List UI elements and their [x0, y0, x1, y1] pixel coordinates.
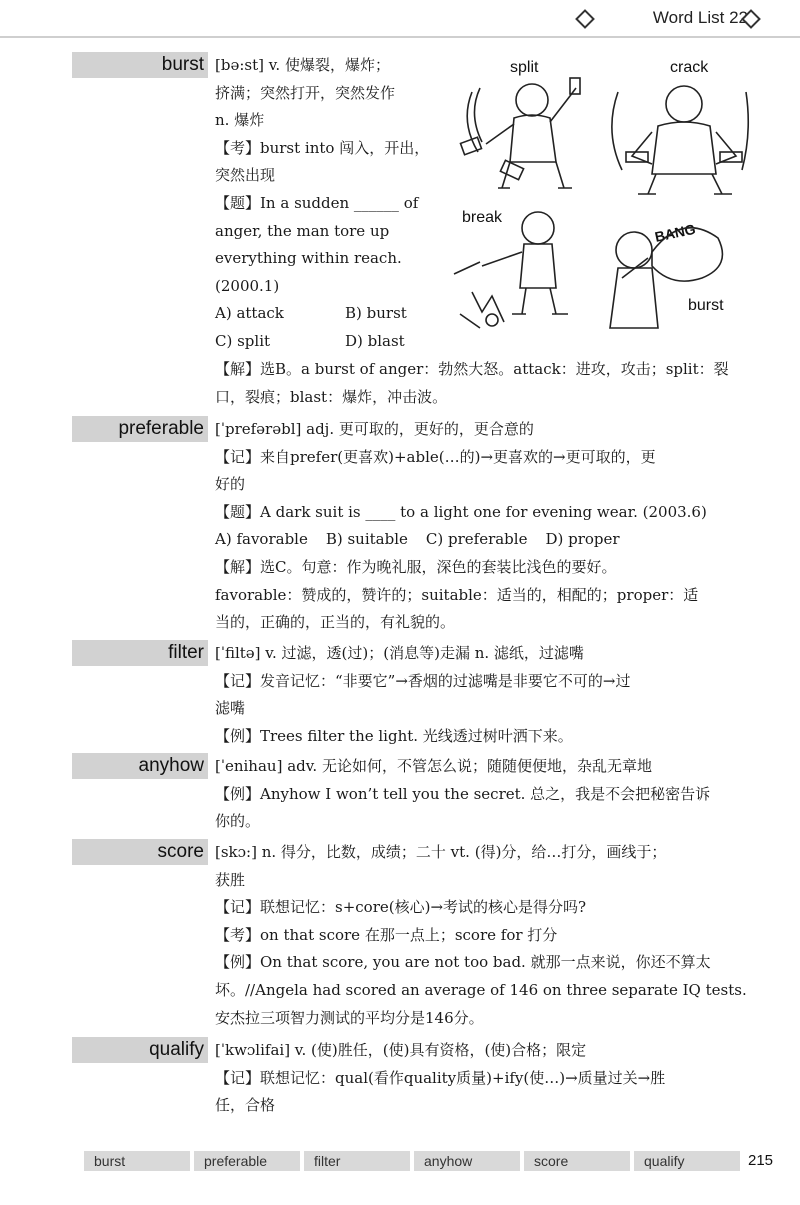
- entry-line: 突然出现: [215, 166, 276, 185]
- headword-anyhow: anyhow: [72, 753, 208, 779]
- cartoon-illustration: [452, 52, 752, 342]
- entry-line: 【例】On that score, you are not too bad. 就那一点来说，你还不算太: [215, 953, 711, 972]
- label-split: split: [510, 59, 539, 76]
- label-break: break: [462, 209, 503, 226]
- entry-line: 好的: [215, 475, 246, 494]
- entry-line: 【记】联想记忆：qual(看作quality质量)+ify(使…)→质量过关→胜: [215, 1068, 666, 1087]
- label-bang: BANG: [653, 220, 697, 245]
- entry-body-filter: [215, 640, 750, 750]
- entry-line: everything within reach.: [215, 249, 402, 268]
- entry-line: 【题】A dark suit is ____ to a light one for evening wear. (2003.6): [215, 502, 707, 521]
- entry-line: [ˈfiltə] v. 过滤，透(过)；(消息等)走漏 n. 滤纸，过滤嘴: [215, 644, 584, 662]
- entry-body-anyhow: [215, 753, 750, 836]
- footer-tab-preferable: preferable: [194, 1151, 300, 1171]
- entry-line: (2000.1): [215, 276, 280, 295]
- label-crack: crack: [670, 59, 709, 76]
- entry-line: [ˈenihau] adv. 无论如何，不管怎么说；随随便便地，杂乱无章地: [215, 757, 652, 775]
- entry-line: 任，合格: [215, 1096, 276, 1115]
- option-d: D) blast: [345, 331, 405, 350]
- option-c: C) preferable: [425, 530, 528, 549]
- answer-options: [215, 300, 447, 355]
- entry-line: 坏。//Angela had scored an average of 146 on three separate IQ tests.: [215, 980, 747, 999]
- page-header: [0, 0, 800, 40]
- headword-filter: filter: [72, 640, 208, 666]
- option-a: A) attack: [215, 304, 284, 323]
- entry-line: 【题】In a sudden ______ of: [215, 193, 419, 212]
- entry-body-preferable: [215, 416, 750, 637]
- explain-line: 当的，正确的，正当的，有礼貌的。: [215, 613, 456, 632]
- entry-body-score: [215, 839, 750, 1032]
- entry-line: 【考】on that score 在那一点上；score for 打分: [215, 925, 558, 944]
- entry-line: [skɔ:] n. 得分，比数，成绩；二十 vt. (得)分，给…打分，画线于；: [215, 843, 667, 861]
- entry-line: [ˈprefərəbl] adj. 更可取的，更好的，更合意的: [215, 420, 534, 438]
- label-burst: burst: [688, 297, 724, 314]
- entry-line: [bə:st] v. 使爆裂，爆炸；: [215, 56, 390, 74]
- option-c: C) split: [215, 331, 271, 350]
- entry-line: 【例】Trees filter the light. 光线透过树叶洒下来。: [215, 726, 573, 745]
- footer-tab-filter: filter: [304, 1151, 410, 1171]
- headword-burst: burst: [72, 52, 208, 78]
- footer-tab-score: score: [524, 1151, 630, 1171]
- entry-line: 挤满；突然打开，突然发作: [215, 83, 396, 102]
- headword-qualify: qualify: [72, 1037, 208, 1063]
- entry-line: 滤嘴: [215, 699, 246, 718]
- entry-body-burst: [215, 52, 447, 356]
- page-number: 215: [748, 1152, 774, 1169]
- entry-line: 【考】burst into 闯入，开出，: [215, 138, 430, 157]
- option-b: B) suitable: [325, 530, 408, 549]
- figure-break: [454, 212, 568, 328]
- entry-line: 你的。: [215, 812, 261, 831]
- header-rule: [0, 36, 800, 38]
- entry-line: 【记】来自prefer(更喜欢)+able(…的)→更喜欢的→更可取的，更: [215, 447, 656, 466]
- entry-line: 安杰拉三项智力测试的平均分是146分。: [215, 1008, 484, 1027]
- entry-line: 【记】联想记忆：s+core(核心)→考试的核心是得分吗?: [215, 898, 587, 917]
- headword-score: score: [72, 839, 208, 865]
- footer-tab-anyhow: anyhow: [414, 1151, 520, 1171]
- footer-tab-qualify: qualify: [634, 1151, 740, 1171]
- answer-options: [215, 526, 750, 554]
- option-b: B) burst: [345, 304, 407, 323]
- figure-crack: [612, 86, 748, 194]
- option-d: D) proper: [545, 530, 620, 549]
- entry-line: 获胜: [215, 870, 246, 889]
- figure-split: [460, 78, 580, 188]
- entry-line: n. 爆炸: [215, 111, 265, 130]
- entry-body-qualify: [215, 1037, 750, 1120]
- entry-line: 【记】发音记忆：“非要它”→香烟的过滤嘴是非要它不可的→过: [215, 671, 631, 690]
- entry-line: 【例】Anyhow I won’t tell you the secret. 总之，我是不会把秘密告诉: [215, 784, 711, 803]
- entry-line: anger, the man tore up: [215, 221, 390, 240]
- headword-preferable: preferable: [72, 416, 208, 442]
- explain-line: favorable：赞成的，赞许的；suitable：适当的，相配的；proper：适: [215, 585, 699, 604]
- diamond-icon: [575, 9, 595, 29]
- explain-line: 【解】选B。a burst of anger：勃然大怒。attack：进攻，攻击；split：裂: [215, 360, 729, 378]
- footer-word-tabs: [84, 1151, 744, 1171]
- explain-line: 口，裂痕；blast：爆炸，冲击波。: [215, 387, 448, 406]
- option-a: A) favorable: [215, 530, 308, 549]
- explain-line: 【解】选C。句意：作为晚礼服，深色的套装比浅色的要好。: [215, 557, 617, 576]
- entry-explain-burst: [215, 356, 750, 411]
- entry-line: [ˈkwɔlifai] v. (使)胜任，(使)具有资格，(使)合格；限定: [215, 1041, 587, 1059]
- footer-tab-burst: burst: [84, 1151, 190, 1171]
- page-title: Word List 22: [652, 8, 748, 27]
